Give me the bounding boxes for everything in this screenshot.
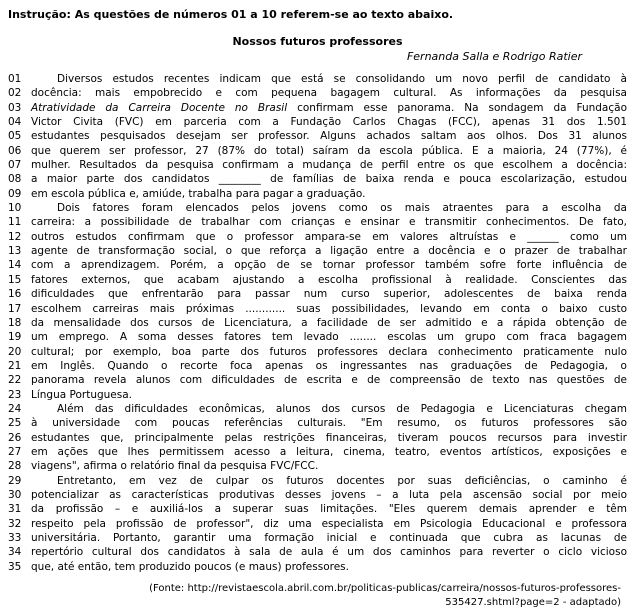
text-line [8, 431, 627, 445]
line-text: repertório cultural dos candidatos à sala de aula é um dos caminhos para reverter o ciclo vicioso [31, 546, 627, 559]
line-number: 08 [8, 173, 22, 186]
line-text: universitária. Portanto, garantir uma formação inicial e continuada que cubra as lacunas de [31, 532, 627, 544]
text-line [8, 316, 627, 330]
line-text: que querem ser professor, 27 (87% do total) saíram da escola pública. E a maioria, 24 (77%), é [31, 144, 627, 157]
line-number: 30 [8, 488, 22, 501]
text-line [8, 72, 627, 86]
line-number: 22 [8, 374, 22, 387]
line-text: Atratividade da Carreira Docente no Brasil confirmam esse panorama. Na sondagem da Fundação [31, 101, 627, 114]
text-line [8, 86, 627, 100]
line-text: dificuldades que enfrentarão para passar num curso superior, adolescentes de baixa renda [31, 288, 627, 301]
text-line [8, 129, 627, 143]
text-line [8, 287, 627, 301]
text-title: Nossos futuros professores [232, 35, 403, 48]
line-number: 04 [8, 116, 22, 129]
line-text: escolhem carreiras mais próximas ............ suas possibilidades, levando em conta o baixo custo [31, 302, 627, 315]
line-text: à universidade com poucas referências culturais. "Em resumo, os futuros professores são [31, 417, 627, 430]
line-text: panorama revela alunos com dificuldades de escrita e de compreensão de texto nas questões de [31, 374, 627, 387]
text-line [8, 273, 627, 287]
line-text: docência: mais empobrecido e com pequena bagagem cultural. As informações da pesquisa [31, 87, 627, 100]
text-line [8, 215, 627, 229]
line-text: um emprego. A soma desses fatores tem levado ........ escolas um grupo com fraca bagagem [31, 331, 627, 344]
line-number: 27 [8, 445, 22, 458]
text-line [8, 101, 627, 115]
line-text: da mensalidade dos cursos de Licenciatura, a facilidade de ser admitido e a rápida obtenção de [31, 316, 627, 329]
line-text: fatores externos, que acabam ajustando a escolha profissional à realidade. Conscientes das [31, 273, 627, 286]
text-line [8, 402, 627, 416]
line-text: Entretanto, em vez de culpar os futuros docentes por suas deficiências, o caminho é [57, 474, 627, 487]
line-text: cultural; por exemplo, boa parte dos futuros professores declara conhecimento praticamente nulo [31, 345, 627, 358]
text-line [8, 388, 627, 402]
line-text: em ações que lhes permitissem acesso a leitura, cinema, teatro, eventos artísticos, exposições e [31, 445, 627, 458]
text-line [8, 373, 627, 387]
line-number: 19 [8, 331, 22, 344]
line-number: 16 [8, 288, 22, 301]
text-line [8, 115, 627, 129]
text-line [8, 545, 627, 559]
text-line [8, 158, 627, 172]
line-text: agente de transformação social, o que reforça a ligação entre a docência e o prazer de trabalhar [31, 245, 627, 258]
line-text: respeito pela profissão de professor", diz uma especialista em Psicologia Educacional e professora [31, 517, 627, 530]
text-line [8, 187, 627, 201]
line-number: 24 [8, 402, 22, 415]
line-text: em escola pública e, amiúde, trabalha para pagar a graduação. [31, 187, 366, 200]
text-line [8, 517, 627, 531]
text-line [8, 330, 627, 344]
line-number: 10 [8, 202, 22, 215]
source-line-1: (Fonte: http://revistaescola.abril.com.br/politicas-publicas/carreira/nossos-futuros-professores- [149, 583, 621, 595]
text-line [8, 302, 627, 316]
line-number: 15 [8, 273, 22, 286]
text-line [8, 144, 627, 158]
text-line [8, 488, 627, 502]
line-number: 06 [8, 144, 22, 157]
line-number: 28 [8, 460, 22, 473]
line-number: 23 [8, 388, 22, 401]
line-text: Língua Portuguesa. [31, 388, 133, 401]
line-number: 14 [8, 259, 22, 272]
instruction-text: Instrução: As questões de números 01 a 10 referem-se ao texto abaixo. [8, 8, 454, 21]
line-text: estudantes pesquisados desejam ser professor. Alguns achados saltam aos olhos. Dos 31 alunos [31, 130, 627, 143]
line-number: 32 [8, 517, 22, 530]
line-text: Diversos estudos recentes indicam que está se consolidando um novo perfil de candidato à [57, 73, 627, 85]
line-text: estudantes que, principalmente pelas restrições financeiras, tiveram poucos recursos para investir [31, 431, 627, 444]
text-line [8, 502, 627, 516]
line-text: Além das dificuldades econômicas, alunos dos cursos de Pedagogia e Licenciaturas chegam [57, 402, 627, 415]
line-text: carreira: a possibilidade de trabalhar com crianças e ensinar e transmitir conhecimentos. De fato, [31, 216, 627, 229]
line-text: Dois fatores foram elencados pelos jovens como os mais atraentes para a escolha da [57, 202, 627, 215]
line-number: 02 [8, 87, 22, 100]
source-line-2: 535427.shtml?page=2 - adaptado) [445, 596, 621, 608]
line-number: 33 [8, 532, 22, 544]
line-text: viagens", afirma o relatório final da pesquisa FVC/FCC. [31, 460, 319, 473]
line-number: 25 [8, 417, 22, 430]
line-text: potencializar as características produtivas desses jovens – a luta pela ascensão social por meio [31, 488, 627, 501]
line-number: 11 [8, 216, 22, 229]
text-line [8, 201, 627, 215]
text-line [8, 416, 627, 430]
text-line [8, 445, 627, 459]
line-number: 18 [8, 316, 22, 329]
line-number: 20 [8, 345, 22, 358]
line-number: 12 [8, 230, 22, 243]
line-number: 01 [8, 73, 22, 85]
line-text: outros estudos confirmam que o professor ampara-se em valores altruístas e ______ como um [31, 230, 627, 243]
text-line [8, 459, 627, 473]
line-number: 21 [8, 359, 22, 372]
text-authors: Fernanda Salla e Rodrigo Ratier [406, 50, 582, 63]
line-number: 13 [8, 245, 22, 258]
text-line [8, 258, 627, 272]
line-number: 17 [8, 302, 22, 315]
line-number: 34 [8, 546, 22, 559]
text-lines [8, 72, 627, 574]
text-line [8, 359, 627, 373]
line-text: a maior parte dos candidatos ________ de famílias de baixa renda e pouca escolarização, estudou [31, 173, 627, 186]
line-number: 07 [8, 159, 22, 172]
line-number: 26 [8, 431, 22, 444]
text-line [8, 244, 627, 258]
line-text: em Inglês. Quando o recorte foca apenas os ingressantes nas graduações de Pedagogia, o [31, 359, 627, 372]
source-citation [8, 582, 627, 609]
text-line [8, 172, 627, 186]
line-number: 29 [8, 474, 22, 487]
line-number: 31 [8, 503, 22, 516]
line-number: 09 [8, 187, 22, 200]
line-text: Victor Civita (FVC) em parceria com a Fundação Carlos Chagas (FCC), apenas 31 dos 1.501 [31, 116, 627, 129]
line-text: mulher. Resultados da pesquisa confirmam a mudança de perfil entre os que escolhem a docência: [31, 159, 627, 172]
line-number: 35 [8, 560, 22, 573]
text-line [8, 531, 627, 545]
line-number: 03 [8, 101, 22, 114]
line-number: 05 [8, 130, 22, 143]
line-text: que, até então, tem produzido poucos (e maus) professores. [31, 560, 349, 573]
line-text: da profissão – e auxiliá-los a superar suas limitações. "Eles querem demais aprender e têm [31, 503, 627, 516]
text-line [8, 474, 627, 488]
text-line [8, 560, 627, 574]
text-line [8, 230, 627, 244]
text-line [8, 345, 627, 359]
line-text: com a aprendizagem. Porém, a opção de se tornar professor também sofre forte influência de [31, 259, 627, 272]
